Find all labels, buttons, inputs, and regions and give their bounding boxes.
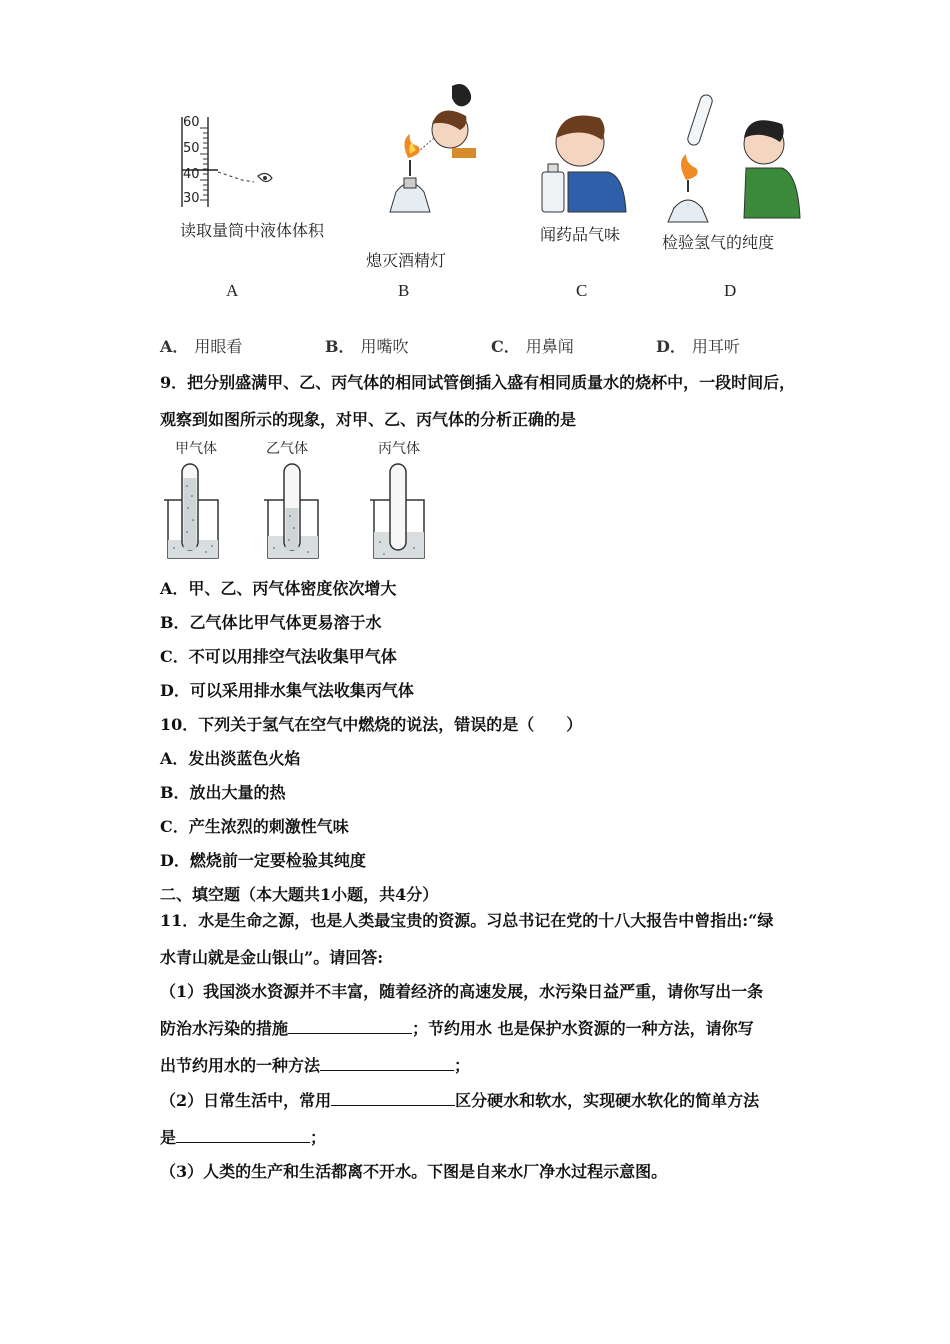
q11-part3-line1: （3）人类的生产和生活都离不开水。下图是自来水厂净水过程示意图。 [160,1162,668,1181]
caption-b: 熄灭酒精灯 [366,251,447,270]
q11-part1-line3: 出节约用水的一种方法 ； [160,1056,471,1075]
q10-option-a: A．发出淡蓝色火焰 [160,749,301,768]
answer-blank-3[interactable] [331,1091,455,1106]
tube-label-bing: 丙气体 [378,441,420,457]
caption-a: 读取量筒中液体体积 [180,221,325,240]
q11-part2-line1: （2）日常生活中，常用 区分硬水和软水，实现硬水软化的简单方法 [160,1091,760,1110]
q11-stem-line1: 11．水是生命之源，也是人类最宝贵的资源。习总书记在党的十八大报告中曾指出:“绿 [160,911,774,930]
q9-stem-line1: 9．把分别盛满甲、乙、丙气体的相同试管倒插入盛有相同质量水的烧杯中，一段时间后， [160,373,796,392]
q11-part1-line1: （1）我国淡水资源并不丰富，随着经济的高速发展，水污染日益严重，请你写出一条 [160,982,764,1001]
answer-blank-4[interactable] [176,1128,310,1143]
q11-part1-line2: 防治水污染的措施 ；节约用水 也是保护水资源的一种方法，请你写 [160,1019,754,1038]
figure-letter-d: D [724,281,737,300]
q8-option-a: A． 用眼看 [160,337,243,356]
q9-stem-line2: 观察到如图所示的现象，对甲、乙、丙气体的分析正确的是 [160,410,577,429]
figure-letter-b: B [398,281,410,300]
caption-c: 闻药品气味 [540,225,621,244]
scale-tick-50: 50 [183,141,200,156]
tube-label-yi: 乙气体 [266,441,308,457]
q11-part2-line2: 是 ； [160,1128,327,1147]
q10-option-c: C．产生浓烈的刺激性气味 [160,817,349,836]
q9-tubes-beakers-diagram [160,456,430,562]
scale-tick-30: 30 [183,191,200,206]
figure-letter-a: A [226,281,239,300]
boy-smelling-bottle-illustration [538,108,628,218]
q10-stem: 10．下列关于氢气在空气中燃烧的说法，错误的是（ ） [160,715,583,734]
scale-tick-60: 60 [183,115,200,130]
section-heading-fill-blank: 二、填空题（本大题共1小题，共4分） [160,885,439,904]
answer-blank-2[interactable] [320,1056,454,1071]
beaker-jia [164,464,218,558]
answer-blank-1[interactable] [288,1019,412,1034]
caption-d: 检验氢气的纯度 [662,233,775,252]
tube-label-jia: 甲气体 [175,441,217,457]
q10-option-b: B．放出大量的热 [160,783,286,802]
girl-blowing-lamp-illustration [380,80,490,240]
q11-stem-line2: 水青山就是金山银山”。请回答: [160,948,384,967]
beaker-yi [264,464,318,558]
q8-option-b: B． 用嘴吹 [325,337,409,356]
beaker-bing [370,464,424,558]
q9-option-b: B．乙气体比甲气体更易溶于水 [160,613,382,632]
q9-option-a: A．甲、乙、丙气体密度依次增大 [160,579,397,598]
scale-tick-40: 40 [183,167,200,182]
q8-option-c: C． 用鼻闻 [491,337,574,356]
q8-option-d: D． 用耳听 [656,337,740,356]
q10-option-d: D．燃烧前一定要检验其纯度 [160,851,366,870]
figure-letter-c: C [576,281,588,300]
q9-option-c: C．不可以用排空气法收集甲气体 [160,647,397,666]
q9-option-d: D．可以采用排水集气法收集丙气体 [160,681,414,700]
hydrogen-purity-test-illustration [660,88,810,228]
